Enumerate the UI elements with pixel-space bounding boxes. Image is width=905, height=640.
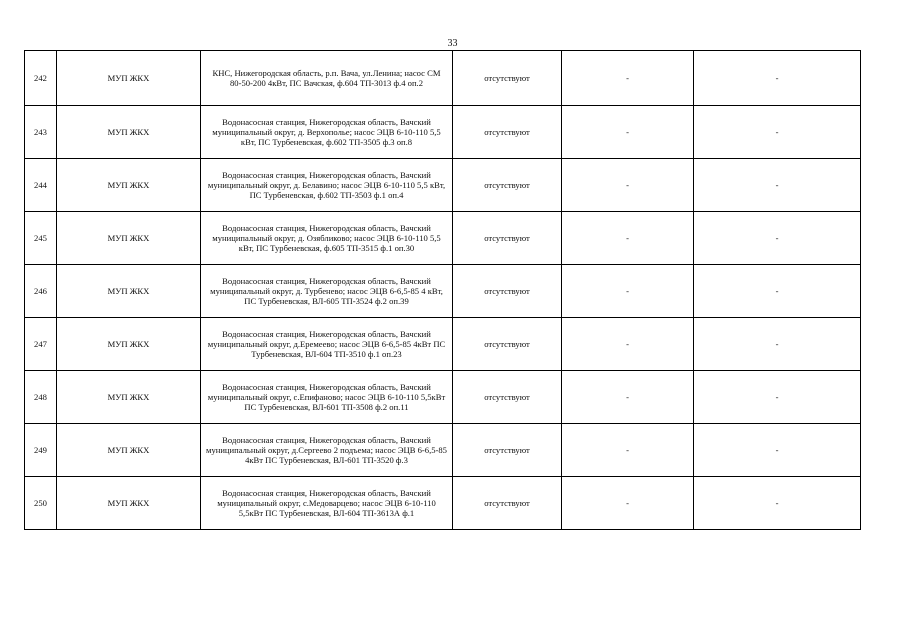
object-description-cell: Водонасосная станция, Нижегородская область, Вачский муниципальный округ, с.Епифаново; насос ЭЦВ 6-10-110 5,5кВт ПС Турбеневская, ВЛ-601 ТП-3508 ф.2 оп.11 — [201, 371, 453, 424]
column-6-cell: - — [694, 424, 861, 477]
column-6-cell: - — [694, 51, 861, 106]
column-5-cell: - — [562, 106, 694, 159]
status-cell: отсутствуют — [453, 477, 562, 530]
status-cell: отсутствуют — [453, 106, 562, 159]
column-5-cell: - — [562, 477, 694, 530]
status-cell: отсутствуют — [453, 159, 562, 212]
row-number-cell: 242 — [25, 51, 57, 106]
column-6-cell: - — [694, 212, 861, 265]
object-description-cell: КНС, Нижегородская область, р.п. Вача, ул.Ленина; насос СМ 80-50-200 4кВт, ПС Вачская, ф.604 ТП-3013 ф.4 оп.2 — [201, 51, 453, 106]
table-row — [25, 371, 861, 424]
status-cell: отсутствуют — [453, 424, 562, 477]
column-5-cell: - — [562, 51, 694, 106]
status-cell: отсутствуют — [453, 265, 562, 318]
organization-cell: МУП ЖКХ — [57, 265, 201, 318]
organization-cell: МУП ЖКХ — [57, 212, 201, 265]
registry-table — [24, 50, 861, 530]
table-row — [25, 159, 861, 212]
row-number-cell: 249 — [25, 424, 57, 477]
column-5-cell: - — [562, 371, 694, 424]
column-5-cell: - — [562, 159, 694, 212]
row-number-cell: 243 — [25, 106, 57, 159]
table-row — [25, 318, 861, 371]
object-description-cell: Водонасосная станция, Нижегородская область, Вачский муниципальный округ, с.Медоварцево; насос ЭЦВ 6-10-110 5,5кВт ПС Турбеневская, ВЛ-604 ТП-3613А ф.1 — [201, 477, 453, 530]
row-number-cell: 250 — [25, 477, 57, 530]
organization-cell: МУП ЖКХ — [57, 318, 201, 371]
object-description-cell: Водонасосная станция, Нижегородская область, Вачский муниципальный округ, д.Сергеево 2 подъема; насос ЭЦВ 6-6,5-85 4кВт ПС Турбеневская, ВЛ-601 ТП-3520 ф.3 — [201, 424, 453, 477]
row-number-cell: 247 — [25, 318, 57, 371]
organization-cell: МУП ЖКХ — [57, 371, 201, 424]
column-6-cell: - — [694, 318, 861, 371]
column-6-cell: - — [694, 265, 861, 318]
table-row — [25, 212, 861, 265]
row-number-cell: 244 — [25, 159, 57, 212]
object-description-cell: Водонасосная станция, Нижегородская область, Вачский муниципальный округ, д. Турбенево; насос ЭЦВ 6-6,5-85 4 кВт, ПС Турбеневская, ВЛ-605 ТП-3524 ф.2 оп.39 — [201, 265, 453, 318]
table-body — [25, 51, 861, 530]
organization-cell: МУП ЖКХ — [57, 106, 201, 159]
table-row — [25, 51, 861, 106]
table-row — [25, 424, 861, 477]
column-6-cell: - — [694, 159, 861, 212]
status-cell: отсутствуют — [453, 212, 562, 265]
table-row — [25, 477, 861, 530]
organization-cell: МУП ЖКХ — [57, 424, 201, 477]
status-cell: отсутствуют — [453, 318, 562, 371]
column-5-cell: - — [562, 212, 694, 265]
row-number-cell: 248 — [25, 371, 57, 424]
object-description-cell: Водонасосная станция, Нижегородская область, Вачский муниципальный округ, д. Верхополье; насос ЭЦВ 6-10-110 5,5 кВт, ПС Турбеневская, ф.602 ТП-3505 ф.3 оп.8 — [201, 106, 453, 159]
status-cell: отсутствуют — [453, 51, 562, 106]
row-number-cell: 246 — [25, 265, 57, 318]
table-row — [25, 265, 861, 318]
status-cell: отсутствуют — [453, 371, 562, 424]
organization-cell: МУП ЖКХ — [57, 477, 201, 530]
object-description-cell: Водонасосная станция, Нижегородская область, Вачский муниципальный округ, д. Озябликово; насос ЭЦВ 6-10-110 5,5 кВт, ПС Турбеневская, ф.605 ТП-3515 ф.1 оп.30 — [201, 212, 453, 265]
column-5-cell: - — [562, 318, 694, 371]
column-6-cell: - — [694, 371, 861, 424]
organization-cell: МУП ЖКХ — [57, 51, 201, 106]
column-5-cell: - — [562, 424, 694, 477]
column-6-cell: - — [694, 106, 861, 159]
organization-cell: МУП ЖКХ — [57, 159, 201, 212]
column-6-cell: - — [694, 477, 861, 530]
object-description-cell: Водонасосная станция, Нижегородская область, Вачский муниципальный округ, д. Белавино; насос ЭЦВ 6-10-110 5,5 кВт, ПС Турбеневская, ф.602 ТП-3503 ф.1 оп.4 — [201, 159, 453, 212]
column-5-cell: - — [562, 265, 694, 318]
object-description-cell: Водонасосная станция, Нижегородская область, Вачский муниципальный округ, д.Еремеево; насос ЭЦВ 6-6,5-85 4кВт ПС Турбеневская, ВЛ-604 ТП-3510 ф.1 оп.23 — [201, 318, 453, 371]
row-number-cell: 245 — [25, 212, 57, 265]
table-row — [25, 106, 861, 159]
page-number: 33 — [447, 38, 458, 49]
